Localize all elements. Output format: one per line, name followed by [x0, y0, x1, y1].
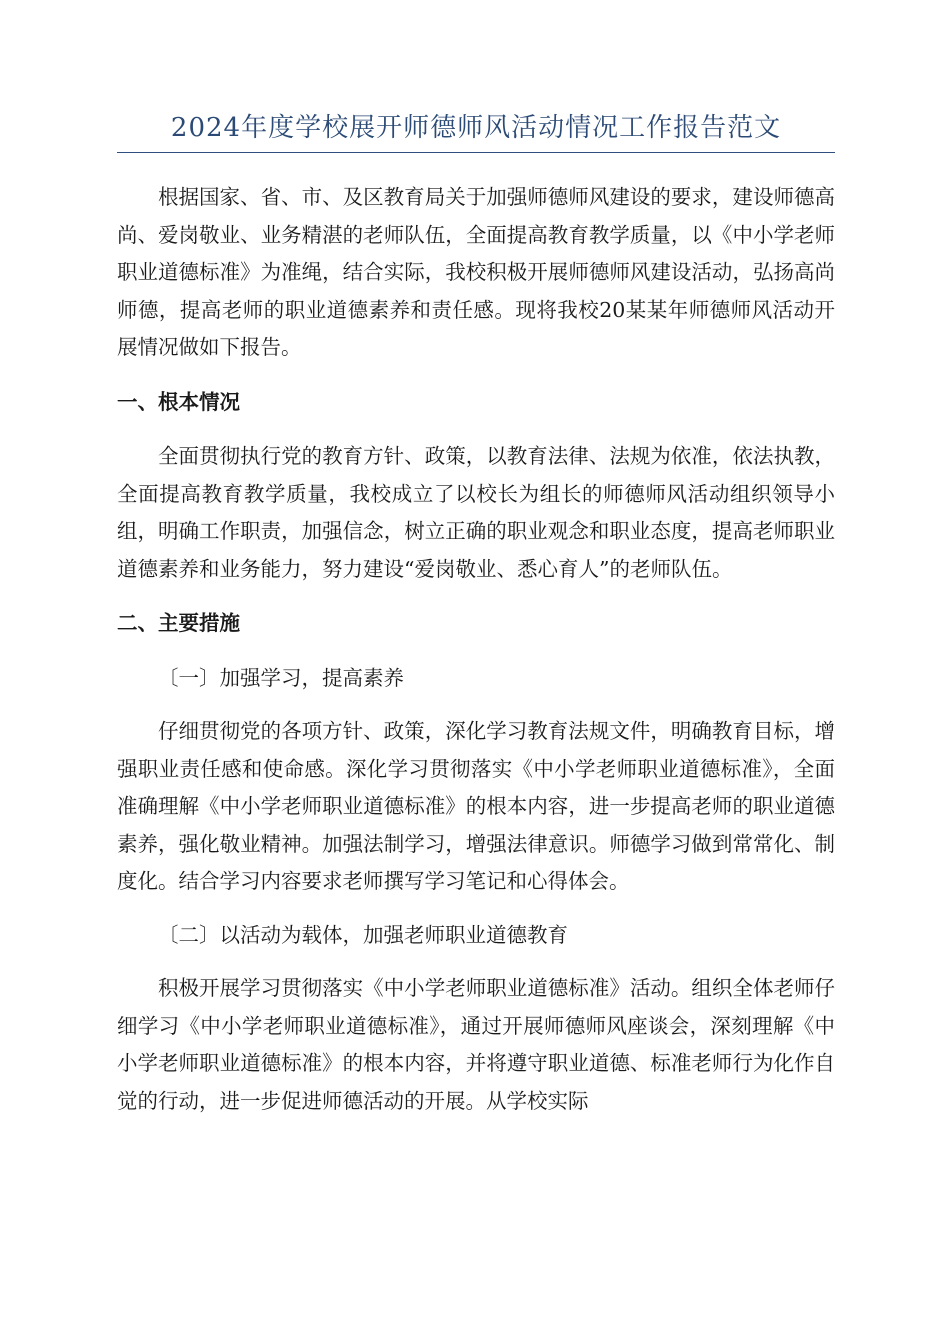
page-title: 2024年度学校展开师德师风活动情况工作报告范文 [170, 113, 782, 143]
section-heading-measures: 二、主要措施 [117, 611, 240, 635]
subsection-heading-study: 〔一〕加强学习，提高素养 [158, 665, 404, 690]
section-heading-basic: 一、根本情况 [117, 389, 240, 414]
subsection-study-paragraph: 仔细贯彻党的各项方针、政策，深化学习教育法规文件，明确教育目标，增强职业责任感和使命感。深化学习贯彻落实《中小学老师职业道德标准》，全面准确理解《中小学老师职业道德标准》的根本内容，进一步提高老师的职业道德素养，强化敬业精神。加强法制学习，增强法律意识。师德学习做到常常化、制度化。结合学习内容要求老师撰写学习笔记和心得体会。 [117, 719, 835, 893]
section-basic-paragraph: 全面贯彻执行党的教育方针、政策，以教育法律、法规为依准，依法执教，全面提高教育教学质量，我校成立了以校长为组长的师德师风活动组织领导小组，明确工作职责，加强信念，树立正确的职业观念和职业态度，提高老师职业道德素养和业务能力，努力建设“爱岗敬业、悉心育人”的老师队伍。 [117, 444, 835, 581]
intro-paragraph: 根据国家、省、市、及区教育局关于加强师德师风建设的要求，建设师德高尚、爱岗敬业、业务精湛的老师队伍，全面提高教育教学质量，以《中小学老师职业道德标准》为准绳，结合实际，我校积极开展师德师风建设活动，弘扬高尚师德，提高老师的职业道德素养和责任感。现将我校20某某年师德师风活动开展情况做如下报告。 [117, 185, 835, 359]
title-block [117, 108, 835, 153]
subsection-heading-activities: 〔二〕以活动为载体，加强老师职业道德教育 [158, 922, 568, 947]
document-page [117, 108, 835, 1120]
subsection-activities-paragraph: 积极开展学习贯彻落实《中小学老师职业道德标准》活动。组织全体老师仔细学习《中小学老师职业道德标准》，通过开展师德师风座谈会，深刻理解《中小学老师职业道德标准》的根本内容，并将遵守职业道德、标准老师行为化作自觉的行动，进一步促进师德活动的开展。从学校实际 [117, 976, 835, 1113]
